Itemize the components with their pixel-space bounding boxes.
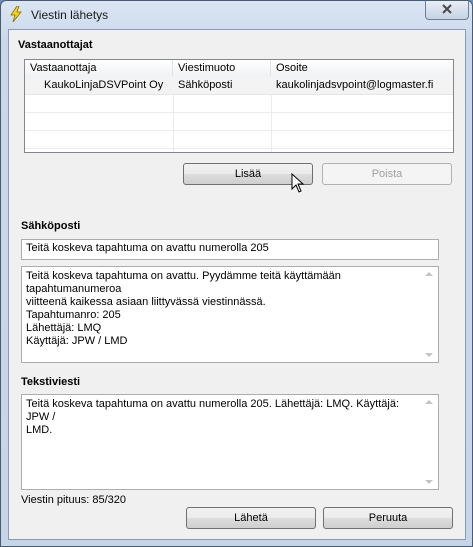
scroll-down-icon[interactable] — [425, 353, 433, 357]
close-button[interactable] — [425, 1, 469, 20]
column-header-method[interactable]: Viestimuoto — [173, 60, 271, 76]
sms-body-field[interactable] — [21, 394, 439, 490]
column-header-recipient[interactable]: Vastaanottaja — [25, 60, 173, 76]
recipient-method: Sähköposti — [178, 79, 233, 91]
recipient-address: kaukolinjadsvpoint@logmaster.fi — [276, 79, 434, 91]
lightning-icon — [8, 6, 24, 22]
send-button[interactable]: Lähetä — [186, 507, 316, 529]
window-title: Viestin lähetys — [31, 8, 109, 22]
email-subject-field[interactable]: Teitä koskeva tapahtuma on avattu numerolla 205 — [21, 239, 439, 260]
column-header-address[interactable]: Osoite — [276, 62, 308, 74]
dialog-client-area — [8, 29, 466, 540]
email-heading: Sähköposti — [21, 220, 81, 232]
recipients-list-header — [25, 60, 453, 77]
mouse-cursor-icon — [291, 173, 305, 195]
recipient-name: KaukoLinjaDSVPoint Oy — [44, 79, 164, 91]
recipients-list[interactable] — [24, 59, 454, 153]
recipients-heading: Vastaanottajat — [18, 39, 93, 51]
cancel-button[interactable]: Peruuta — [323, 507, 453, 529]
email-body-text: Teitä koskeva tapahtuma on avattu. Pyydämme teitä käyttämään tapahtumanumeroa viitteenä kaikessa asiaan liittyvässä viestinnässä. Tapahtumanro: 205 Lähettäjä: LMQ Käyttäjä: JPW / LMD — [26, 270, 341, 347]
add-button[interactable]: Lisää — [183, 163, 313, 185]
sms-body-text: Teitä koskeva tapahtuma on avattu numerolla 205. Lähettäjä: LMQ. Käyttäjä: JPW / LMD. — [26, 398, 400, 436]
scroll-up-icon[interactable] — [425, 400, 433, 404]
recipient-row[interactable] — [25, 76, 453, 95]
email-body-scrollbar[interactable] — [421, 267, 438, 362]
scroll-down-icon[interactable] — [425, 480, 433, 484]
sms-heading: Tekstiviesti — [21, 376, 81, 388]
message-length-label: Viestin pituus: 85/320 — [21, 494, 126, 506]
close-icon — [442, 4, 452, 17]
title-bar[interactable] — [1, 1, 472, 29]
email-body-field[interactable] — [21, 266, 439, 363]
sms-body-scrollbar[interactable] — [421, 395, 438, 489]
remove-button[interactable]: Poista — [322, 163, 452, 185]
scroll-up-icon[interactable] — [425, 272, 433, 276]
